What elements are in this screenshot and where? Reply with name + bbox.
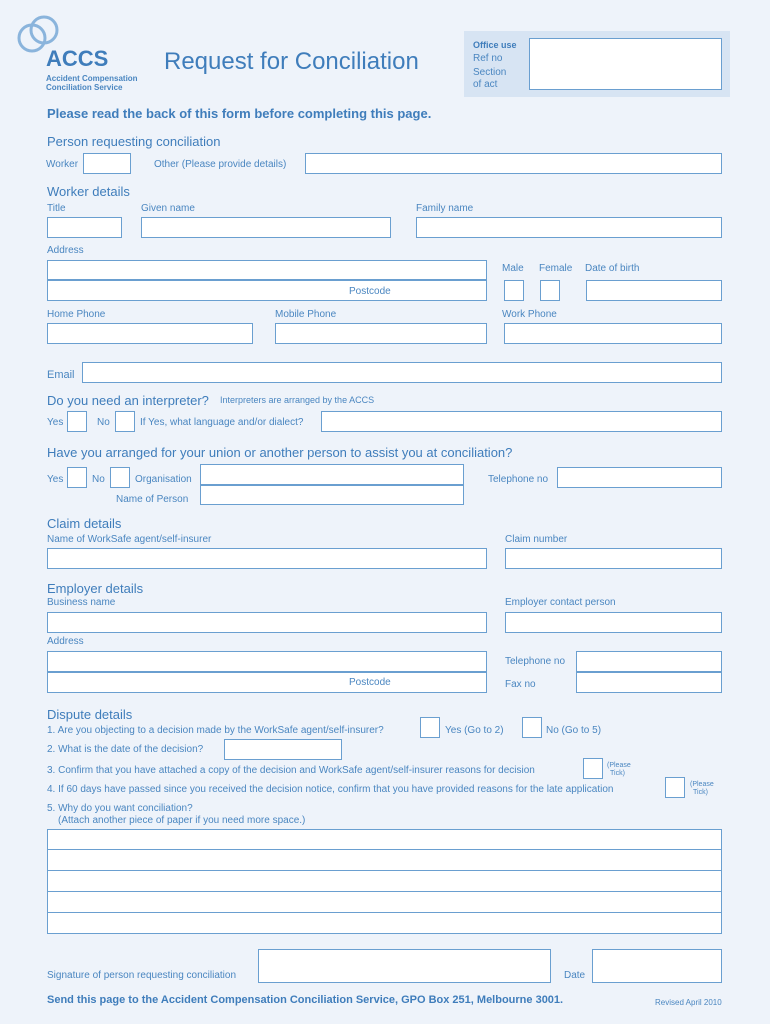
q4-tick-checkbox[interactable] <box>665 777 685 798</box>
q1-yes-label: Yes (Go to 2) <box>445 725 504 736</box>
signature-date-field[interactable] <box>592 949 722 983</box>
family-name-label: Family name <box>416 203 474 214</box>
female-label: Female <box>539 263 573 274</box>
q4-text: 4. If 60 days have passed since you received the decision notice, confirm that you have provided reasons for the late application <box>47 784 614 795</box>
reason-line-4 <box>48 912 721 913</box>
q3-text: 3. Confirm that you have attached a copy of the decision and WorkSafe agent/self-insurer reasons for decision <box>47 765 535 776</box>
q3-please-label: (Please <box>607 762 631 769</box>
decision-date-field[interactable] <box>224 739 342 760</box>
email-field[interactable] <box>82 362 722 383</box>
office-ref-label: Ref no <box>473 53 503 64</box>
other-label: Other (Please provide details) <box>154 159 287 170</box>
dob-field[interactable] <box>586 280 722 301</box>
date-label: Date <box>564 970 586 981</box>
language-field[interactable] <box>321 411 722 432</box>
name-of-person-field[interactable] <box>200 485 464 505</box>
agent-field[interactable] <box>47 548 487 569</box>
home-phone-label: Home Phone <box>47 309 106 320</box>
employer-details-heading: Employer details <box>47 581 144 596</box>
office-act-label: of act <box>473 79 498 90</box>
organisation-label: Organisation <box>135 474 192 485</box>
interpreter-note: Interpreters are arranged by the ACCS <box>220 395 375 405</box>
dispute-details-heading: Dispute details <box>47 707 133 722</box>
home-phone-field[interactable] <box>47 323 253 344</box>
revised-date: Revised April 2010 <box>655 998 722 1007</box>
union-yes-checkbox[interactable] <box>67 467 87 488</box>
mobile-phone-field[interactable] <box>275 323 487 344</box>
other-details-field[interactable] <box>305 153 722 174</box>
reason-line-3 <box>48 891 721 892</box>
q4-please-label: (Please <box>690 781 714 788</box>
employer-contact-label: Employer contact person <box>505 597 616 608</box>
signature-field[interactable] <box>258 949 551 983</box>
male-checkbox[interactable] <box>504 280 524 301</box>
female-checkbox[interactable] <box>540 280 560 301</box>
employer-contact-field[interactable] <box>505 612 722 633</box>
footer-send-text: Send this page to the Accident Compensation Conciliation Service, GPO Box 251, Melbourne 3001. <box>47 994 564 1006</box>
dob-label: Date of birth <box>585 263 640 274</box>
union-no-label: No <box>92 474 105 485</box>
q1-yes-checkbox[interactable] <box>420 717 440 738</box>
q1-no-checkbox[interactable] <box>522 717 542 738</box>
mobile-phone-label: Mobile Phone <box>275 309 337 320</box>
q5-text: 5. Why do you want conciliation? <box>47 803 193 814</box>
worker-details-heading: Worker details <box>47 184 130 199</box>
interpreter-heading: Do you need an interpreter? <box>47 393 209 408</box>
family-name-field[interactable] <box>416 217 722 238</box>
agent-label: Name of WorkSafe agent/self-insurer <box>47 534 212 545</box>
interpreter-no-checkbox[interactable] <box>115 411 135 432</box>
q3-tick-checkbox[interactable] <box>583 758 603 779</box>
reason-textarea[interactable] <box>47 829 722 934</box>
q1-no-label: No (Go to 5) <box>546 725 602 736</box>
union-telephone-label: Telephone no <box>488 474 549 485</box>
business-name-field[interactable] <box>47 612 487 633</box>
title-field[interactable] <box>47 217 122 238</box>
q4-tick-label: Tick) <box>693 789 708 796</box>
union-heading: Have you arranged for your union or another person to assist you at conciliation? <box>47 445 513 460</box>
office-use-heading: Office use <box>473 40 517 50</box>
interpreter-yes-checkbox[interactable] <box>67 411 87 432</box>
reason-line-1 <box>48 849 721 850</box>
address-field-line2[interactable] <box>47 280 487 301</box>
fax-field[interactable] <box>576 672 722 693</box>
address-field-line1[interactable] <box>47 260 487 280</box>
union-no-checkbox[interactable] <box>110 467 130 488</box>
employer-telephone-field[interactable] <box>576 651 722 672</box>
given-name-field[interactable] <box>141 217 391 238</box>
claim-details-heading: Claim details <box>47 516 122 531</box>
work-phone-label: Work Phone <box>502 309 557 320</box>
office-use-field[interactable] <box>529 38 722 90</box>
notice-text: Please read the back of this form before completing this page. <box>47 106 432 121</box>
fax-label: Fax no <box>505 679 536 690</box>
union-telephone-field[interactable] <box>557 467 722 488</box>
q3-tick-label: Tick) <box>610 770 625 777</box>
employer-address-label: Address <box>47 636 84 647</box>
title-label: Title <box>47 203 66 214</box>
email-label: Email <box>47 369 75 381</box>
person-requesting-heading: Person requesting conciliation <box>47 134 221 149</box>
claim-number-field[interactable] <box>505 548 722 569</box>
employer-address-line2[interactable] <box>47 672 487 693</box>
signature-label: Signature of person requesting conciliation <box>47 970 237 981</box>
worker-label: Worker <box>46 159 79 170</box>
address-label: Address <box>47 245 84 256</box>
office-section-label: Section <box>473 67 507 78</box>
interpreter-no-label: No <box>97 417 110 428</box>
postcode-label: Postcode <box>349 286 391 297</box>
male-label: Male <box>502 263 524 274</box>
reason-line-2 <box>48 870 721 871</box>
logo-subtitle-1: Accident Compensation <box>46 74 138 83</box>
logo-text: ACCS <box>46 46 109 71</box>
claim-number-label: Claim number <box>505 534 568 545</box>
language-label: If Yes, what language and/or dialect? <box>140 417 304 428</box>
organisation-field[interactable] <box>200 464 464 485</box>
q5-note: (Attach another piece of paper if you need more space.) <box>58 815 306 826</box>
employer-postcode-label: Postcode <box>349 677 391 688</box>
worker-checkbox[interactable] <box>83 153 131 174</box>
work-phone-field[interactable] <box>504 323 722 344</box>
employer-telephone-label: Telephone no <box>505 656 566 667</box>
given-name-label: Given name <box>141 203 195 214</box>
employer-address-line1[interactable] <box>47 651 487 672</box>
name-of-person-label: Name of Person <box>116 494 189 505</box>
logo-subtitle-2: Conciliation Service <box>46 83 123 92</box>
union-yes-label: Yes <box>47 474 64 485</box>
business-name-label: Business name <box>47 597 116 608</box>
q2-text: 2. What is the date of the decision? <box>47 744 204 755</box>
q1-text: 1. Are you objecting to a decision made by the WorkSafe agent/self-insurer? <box>47 725 384 736</box>
page-title: Request for Conciliation <box>164 48 419 75</box>
interpreter-yes-label: Yes <box>47 417 64 428</box>
